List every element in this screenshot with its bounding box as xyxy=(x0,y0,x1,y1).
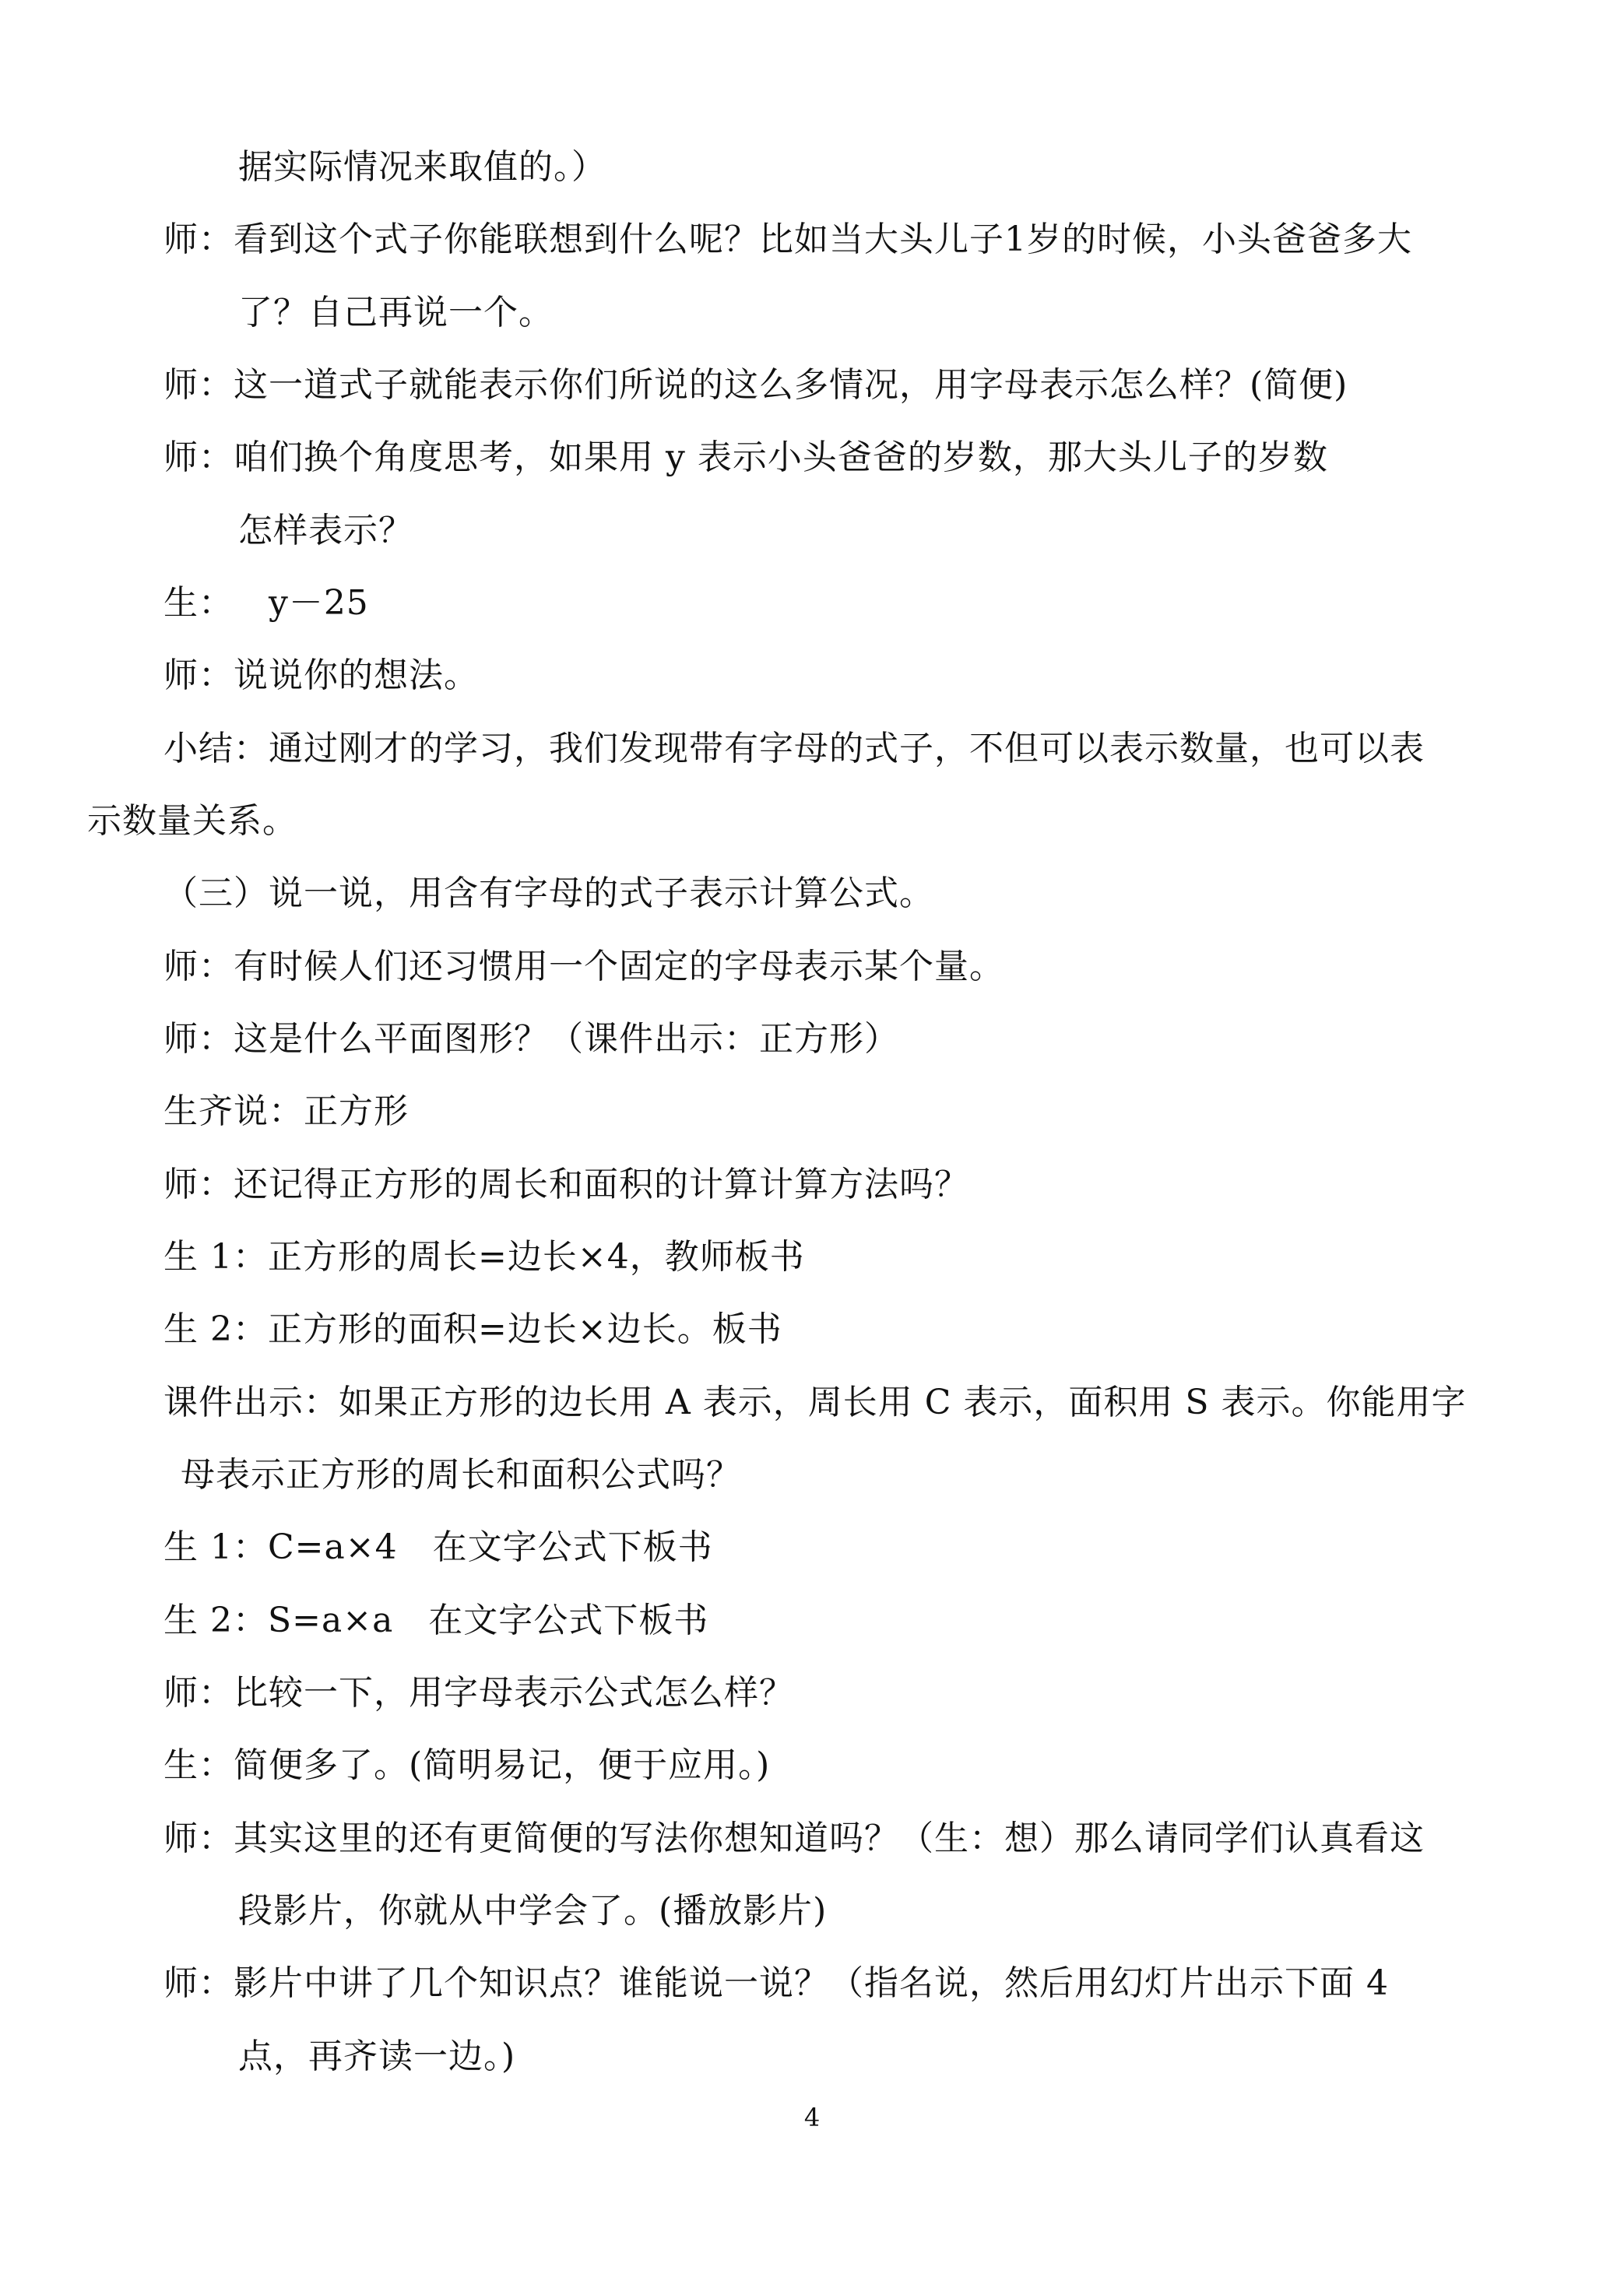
text-line-12: 师：有时候人们还习惯用一个固定的字母表示某个量。 xyxy=(163,947,1004,986)
text-line-17: 生 2：正方形的面积=边长×边长。板书 xyxy=(163,1309,782,1349)
text-line-22: 师：比较一下，用字母表示公式怎么样？ xyxy=(163,1673,794,1713)
text-line-25: 段影片，你就从中学会了。(播放影片) xyxy=(238,1891,828,1931)
text-line-3: 了？自己再说一个。 xyxy=(238,293,554,332)
text-line-23: 生：简便多了。(简明易记，便于应用。) xyxy=(163,1745,771,1785)
text-line-5: 师：咱们换个角度思考，如果用 y 表示小头爸爸的岁数，那大头儿子的岁数 xyxy=(163,438,1328,477)
text-line-24: 师：其实这里的还有更简便的写法你想知道吗？（生：想）那么请同学们认真看这 xyxy=(163,1819,1425,1858)
text-line-4: 师：这一道式子就能表示你们所说的这么多情况，用字母表示怎么样？(简便) xyxy=(163,365,1348,405)
text-line-26: 师：影片中讲了几个知识点？谁能说一说？（指名说，然后用幻灯片出示下面 4 xyxy=(163,1963,1389,2003)
text-line-14: 生齐说：正方形 xyxy=(163,1091,409,1131)
text-line-16: 生 1：正方形的周长=边长×4，教师板书 xyxy=(163,1237,805,1277)
text-line-20: 生 1：C=a×4 在文字公式下板书 xyxy=(163,1527,713,1567)
text-line-6: 怎样表示？ xyxy=(238,511,413,550)
text-line-19: 母表示正方形的周长和面积公式吗？ xyxy=(181,1455,741,1495)
text-line-9: 小结：通过刚才的学习，我们发现带有字母的式子，不但可以表示数量，也可以表 xyxy=(163,729,1425,768)
text-line-7: 生： y－25 xyxy=(163,583,369,623)
text-line-27: 点，再齐读一边。) xyxy=(238,2037,516,2076)
text-line-2: 师：看到这个式子你能联想到什么呢？比如当大头儿子1岁的时候，小头爸爸多大 xyxy=(163,220,1412,259)
text-line-8: 师：说说你的想法。 xyxy=(163,655,479,695)
text-line-15: 师：还记得正方形的周长和面积的计算计算方法吗？ xyxy=(163,1165,969,1204)
text-line-10: 示数量关系。 xyxy=(87,801,297,841)
page-number: 4 xyxy=(803,2103,821,2132)
text-line-18: 课件出示：如果正方形的边长用 A 表示，周长用 C 表示，面积用 S 表示。你能用字 xyxy=(163,1383,1467,1422)
text-line-21: 生 2：S=a×a 在文字公式下板书 xyxy=(163,1601,709,1640)
text-line-1: 据实际情况来取值的。） xyxy=(238,147,606,187)
text-line-13: 师：这是什么平面图形？（课件出示：正方形） xyxy=(163,1019,899,1059)
section-heading: （三）说一说，用含有字母的式子表示计算公式。 xyxy=(163,873,934,913)
